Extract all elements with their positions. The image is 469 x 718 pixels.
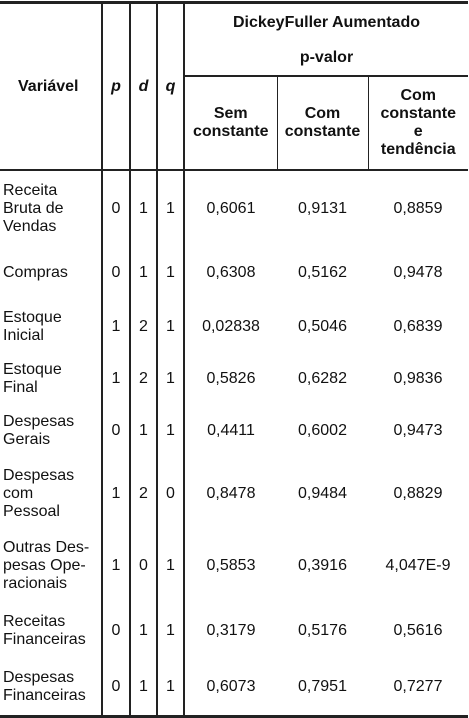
header-p: p bbox=[102, 3, 130, 171]
pvalue-com-constante-tendencia: 0,6839 bbox=[393, 318, 443, 335]
pvalue-com-constante-tendencia: 0,9836 bbox=[393, 370, 443, 387]
header-sem-line2: constante bbox=[192, 123, 269, 140]
pvalue-com-constante: 0,6282 bbox=[298, 370, 347, 387]
header-tend-line2: constante bbox=[380, 105, 457, 122]
header-sem-constante bbox=[184, 76, 277, 170]
variable-name-line: Final bbox=[3, 379, 38, 396]
variable-name bbox=[0, 602, 102, 660]
pvalue-sem-constante: 0,02838 bbox=[202, 318, 260, 335]
d-value-order: 1 bbox=[130, 660, 157, 716]
table-row bbox=[0, 170, 468, 246]
header-com-line1: Com bbox=[304, 105, 341, 122]
p-value-order: 0 bbox=[102, 404, 130, 458]
p-value-order: 1 bbox=[102, 530, 130, 602]
header-tend-line1: Com bbox=[400, 87, 437, 104]
d-value-order: 1 bbox=[130, 170, 157, 246]
pvalue-com-constante: 0,3916 bbox=[298, 557, 347, 574]
table-row bbox=[0, 300, 468, 354]
variable-name-line: Pessoal bbox=[3, 503, 60, 520]
pvalue-sem-constante: 0,4411 bbox=[207, 422, 255, 439]
d-value-order: 2 bbox=[130, 458, 157, 530]
table-row bbox=[0, 660, 468, 716]
q-value-order: 1 bbox=[157, 530, 184, 602]
pvalue-com-constante: 0,5046 bbox=[298, 318, 347, 335]
q-value-order: 1 bbox=[157, 660, 184, 716]
pvalue-com-constante: 0,7951 bbox=[298, 678, 347, 696]
q-value-order: 1 bbox=[157, 354, 184, 404]
d-value-order: 1 bbox=[130, 404, 157, 458]
variable-name-line: Compras bbox=[3, 264, 68, 281]
variable-name-line: Outras Des- bbox=[3, 539, 90, 556]
variable-name bbox=[0, 354, 102, 404]
header-d: d bbox=[130, 3, 157, 171]
header-test-title: DickeyFuller Aumentado bbox=[232, 13, 420, 31]
q-value-order: 1 bbox=[157, 246, 184, 300]
p-value-order: 0 bbox=[102, 246, 130, 300]
pvalue-com-constante-tendencia: 0,9473 bbox=[393, 422, 443, 439]
pvalue-sem-constante: 0,6061 bbox=[206, 199, 256, 217]
q-value-order: 1 bbox=[157, 602, 184, 660]
header-com-constante bbox=[277, 76, 368, 170]
variable-name-line: Estoque bbox=[3, 309, 62, 326]
d-value-order: 1 bbox=[130, 602, 157, 660]
table-row bbox=[0, 458, 468, 530]
pvalue-sem-constante: 0,6308 bbox=[206, 264, 256, 281]
variable-name bbox=[0, 300, 102, 354]
variable-name-line: Financeiras bbox=[3, 631, 86, 648]
header-variable: Variável bbox=[0, 3, 102, 171]
p-value-order: 0 bbox=[102, 170, 130, 246]
variable-name-line: com bbox=[3, 485, 34, 502]
variable-name-line: Gerais bbox=[3, 431, 51, 448]
pvalue-com-constante: 0,6002 bbox=[298, 422, 347, 439]
header-pvalue: p-valor bbox=[184, 41, 468, 76]
d-value-order: 2 bbox=[130, 300, 157, 354]
pvalue-sem-constante: 0,8478 bbox=[206, 485, 256, 502]
pvalue-com-constante: 0,5176 bbox=[298, 622, 347, 639]
variable-name-line: Despesas bbox=[3, 467, 75, 484]
variable-name-line: Despesas bbox=[3, 413, 75, 430]
pvalue-sem-constante: 0,6073 bbox=[206, 678, 256, 696]
p-value-order: 1 bbox=[102, 458, 130, 530]
pvalue-com-constante-tendencia: 0,8829 bbox=[393, 485, 443, 502]
q-value-order: 1 bbox=[157, 300, 184, 354]
header-com-constante-tendencia bbox=[368, 76, 468, 170]
variable-name-line: Despesas bbox=[3, 669, 75, 687]
pvalue-sem-constante: 0,5853 bbox=[206, 557, 256, 574]
pvalue-com-constante: 0,9484 bbox=[298, 485, 347, 502]
d-value-order: 0 bbox=[130, 530, 157, 602]
variable-name bbox=[0, 404, 102, 458]
variable-name-line: Financeiras bbox=[3, 687, 86, 705]
header-tend-line3: e bbox=[413, 123, 423, 140]
header-sem-line1: Sem bbox=[213, 105, 248, 122]
table-body bbox=[0, 170, 468, 716]
p-value-order: 1 bbox=[102, 300, 130, 354]
pvalue-com-constante-tendencia: 0,5616 bbox=[393, 622, 443, 639]
pvalue-com-constante-tendencia: 0,9478 bbox=[393, 264, 443, 281]
header-q: q bbox=[157, 3, 184, 171]
p-value-order: 1 bbox=[102, 354, 130, 404]
variable-name-line: Receita bbox=[3, 181, 58, 199]
p-value-order: 0 bbox=[102, 602, 130, 660]
table-row bbox=[0, 530, 468, 602]
variable-name-line: pesas Ope- bbox=[3, 557, 86, 574]
variable-name-line: racionais bbox=[3, 575, 68, 592]
variable-name-line: Estoque bbox=[3, 361, 62, 378]
variable-name bbox=[0, 660, 102, 716]
pvalue-sem-constante: 0,5826 bbox=[206, 370, 256, 387]
variable-name bbox=[0, 246, 102, 300]
pvalue-com-constante: 0,9131 bbox=[298, 199, 347, 217]
pvalue-com-constante-tendencia: 4,047E-9 bbox=[385, 557, 451, 574]
pvalue-com-constante-tendencia: 0,8859 bbox=[393, 199, 443, 217]
variable-name bbox=[0, 170, 102, 246]
p-value-order: 0 bbox=[102, 660, 130, 716]
variable-name bbox=[0, 458, 102, 530]
pvalue-sem-constante: 0,3179 bbox=[206, 622, 256, 639]
variable-name-line: Bruta de bbox=[3, 199, 64, 217]
d-value-order: 1 bbox=[130, 246, 157, 300]
adf-results-table bbox=[0, 1, 468, 718]
table-row bbox=[0, 404, 468, 458]
variable-name-line: Vendas bbox=[3, 217, 57, 235]
q-value-order: 1 bbox=[157, 404, 184, 458]
q-value-order: 0 bbox=[157, 458, 184, 530]
table-row bbox=[0, 246, 468, 300]
q-value-order: 1 bbox=[157, 170, 184, 246]
header-tend-line4: tendência bbox=[380, 141, 456, 158]
variable-name-line: Receitas bbox=[3, 613, 66, 630]
d-value-order: 2 bbox=[130, 354, 157, 404]
table-row bbox=[0, 602, 468, 660]
pvalue-com-constante-tendencia: 0,7277 bbox=[393, 678, 443, 696]
pvalue-com-constante: 0,5162 bbox=[298, 264, 347, 281]
variable-name bbox=[0, 530, 102, 602]
table-row bbox=[0, 354, 468, 404]
variable-name-line: Inicial bbox=[3, 327, 44, 344]
header-com-line2: constante bbox=[284, 123, 361, 140]
